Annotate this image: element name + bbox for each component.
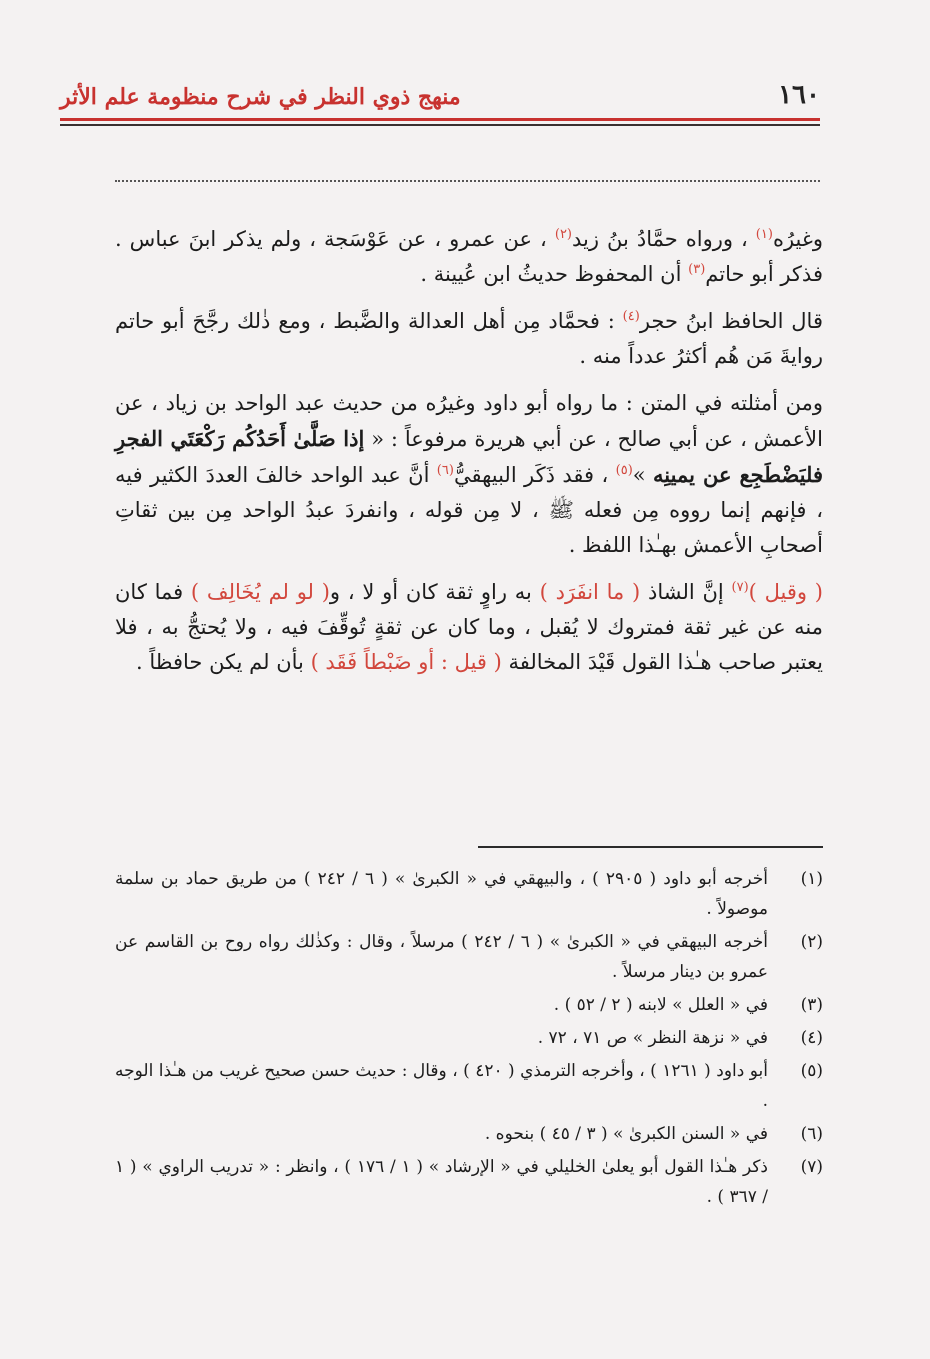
footnote-number: (١): [800, 869, 823, 889]
text-run: ، عن عمرو ، عن عَوْسَجة ، ولم يذكر ابنَ عباس . فذكر أبو حاتم: [115, 227, 823, 286]
page-number: ١٦٠: [778, 80, 820, 110]
text-run: أن المحفوظ حديثُ ابن عُيينة .: [420, 262, 689, 286]
running-title: منهج ذوي النظر في شرح منظومة علم الأثر: [60, 84, 461, 110]
verse-quote: ( وقيل ): [748, 580, 823, 604]
paragraph-3: [115, 386, 823, 563]
page-header: [60, 80, 820, 116]
footnote-ref-2[interactable]: (٢): [554, 227, 572, 242]
dotted-separator: [115, 180, 820, 182]
text-run: قال الحافظ ابنُ حجر: [639, 309, 823, 333]
footnote-ref-4[interactable]: (٤): [622, 309, 640, 324]
footnote-ref-3[interactable]: (٣): [688, 262, 706, 277]
text-run: : فحمَّاد مِن أهل العدالة والضَّبط ، ومع ذٰلك رجَّحَ أبو حاتم روايةَ مَن هُم أكثرُ عدداً منه .: [115, 309, 823, 368]
hadith-text: إذا صَلَّىٰ أَحَدُكُم رَكْعَتَي الفجرِ فليَضْطَجِع عن يمينِه: [115, 426, 824, 487]
text-run: وغيرُه: [772, 227, 823, 251]
footnote-2: [115, 927, 823, 987]
footnotes: [115, 864, 823, 1215]
footnote-3: [115, 990, 823, 1020]
text-run: »: [632, 463, 654, 487]
text-run: ومن أمثلته في المتن : ما رواه أبو داود وغيرُه من حديث عبد الواحد بن زياد ، عن الأعمش ، عن أبي صالح ، عن أبي هريرة مرفوعاً : «: [115, 391, 823, 451]
verse-quote: ( ما انفَرَد ): [539, 580, 641, 604]
footnote-6: [115, 1119, 823, 1149]
main-text: [115, 222, 823, 692]
footnote-ref-7[interactable]: (٧): [731, 580, 749, 595]
footnote-text: ذكر هـٰذا القول أبو يعلىٰ الخليلي في « الإرشاد » ( ١ / ١٧٦ ) ، وانظر : « تدريب الراوي » ( ١ / ٣٦٧ ) .: [115, 1157, 768, 1207]
footnote-text: أخرجه البيهقي في « الكبرىٰ » ( ٦ / ٢٤٢ ) مرسلاً ، وقال : وكذٰلك رواه روح بن القاسم عن عمرو بن دينار مرسلاً .: [115, 932, 768, 982]
footnote-7: [115, 1152, 823, 1212]
footnote-number: (٤): [800, 1028, 823, 1048]
verse-quote: ( لو لم يُخَالِف ): [190, 580, 330, 604]
header-rule-red: [60, 118, 820, 121]
text-run: فما كان منه عن غير ثقة فمتروك لا يُقبل ، وما كان عن ثقةٍ تُوقِّفَ فيه ، ولا يُحتجُّ به ، فلا يعتبر صاحب هـٰذا القول قَيْدَ المخالفة: [115, 580, 823, 674]
text-run: ، ورواه حمَّادُ بنُ زيد: [572, 227, 756, 251]
verse-quote: ( قيل : أو ضَبْطاً فَقَد ): [310, 650, 502, 674]
text-run: إنَّ الشاذ: [640, 580, 732, 604]
footnote-text: في « العلل » لابنه ( ٢ / ٥٢ ) .: [553, 995, 768, 1015]
footnote-ref-5[interactable]: (٥): [615, 463, 633, 478]
text-run: بأن لم يكن حافظاً .: [136, 650, 311, 674]
footnote-separator: [478, 846, 823, 848]
footnote-4: [115, 1023, 823, 1053]
footnote-text: في « السنن الكبرىٰ » ( ٣ / ٤٥ ) بنحوه .: [484, 1124, 768, 1144]
footnote-1: [115, 864, 823, 924]
footnote-number: (٦): [800, 1124, 823, 1144]
paragraph-2: [115, 304, 823, 374]
footnote-text: أبو داود ( ١٢٦١ ) ، وأخرجه الترمذي ( ٤٢٠ ) ، وقال : حديث حسن صحيح غريب من هـٰذا الوجه .: [115, 1061, 769, 1111]
paragraph-1: [115, 222, 823, 292]
footnote-number: (٣): [800, 995, 823, 1015]
text-run: أنَّ عبد الواحد خالفَ العددَ الكثير فيه ، فإنهم إنما رووه مِن فعله ﷺ ، لا مِن قوله ، وانفردَ عبدُ الواحد مِن بين ثقاتِ أصحابِ الأعمش بهـٰذا اللفظ .: [115, 463, 823, 557]
footnote-text: في « نزهة النظر » ص ٧١ ، ٧٢ .: [537, 1028, 768, 1048]
footnote-text: أخرجه أبو داود ( ٢٩٠٥ ) ، والبيهقي في « الكبرىٰ » ( ٦ / ٢٤٢ ) من طريق حماد بن سلمة موصولاً .: [115, 869, 768, 919]
footnote-number: (٧): [800, 1157, 823, 1177]
text-run: ، فقد ذَكَر البيهقيُّ: [453, 463, 616, 487]
text-run: به راوٍ ثقة كان أو لا ، و: [329, 580, 540, 604]
footnote-ref-6[interactable]: (٦): [436, 463, 454, 478]
footnote-number: (٢): [800, 932, 823, 952]
paragraph-4: [115, 575, 823, 680]
footnote-number: (٥): [800, 1061, 823, 1081]
header-rule-dark: [60, 124, 820, 126]
footnote-ref-1[interactable]: (١): [755, 227, 773, 242]
footnote-5: [115, 1056, 823, 1116]
